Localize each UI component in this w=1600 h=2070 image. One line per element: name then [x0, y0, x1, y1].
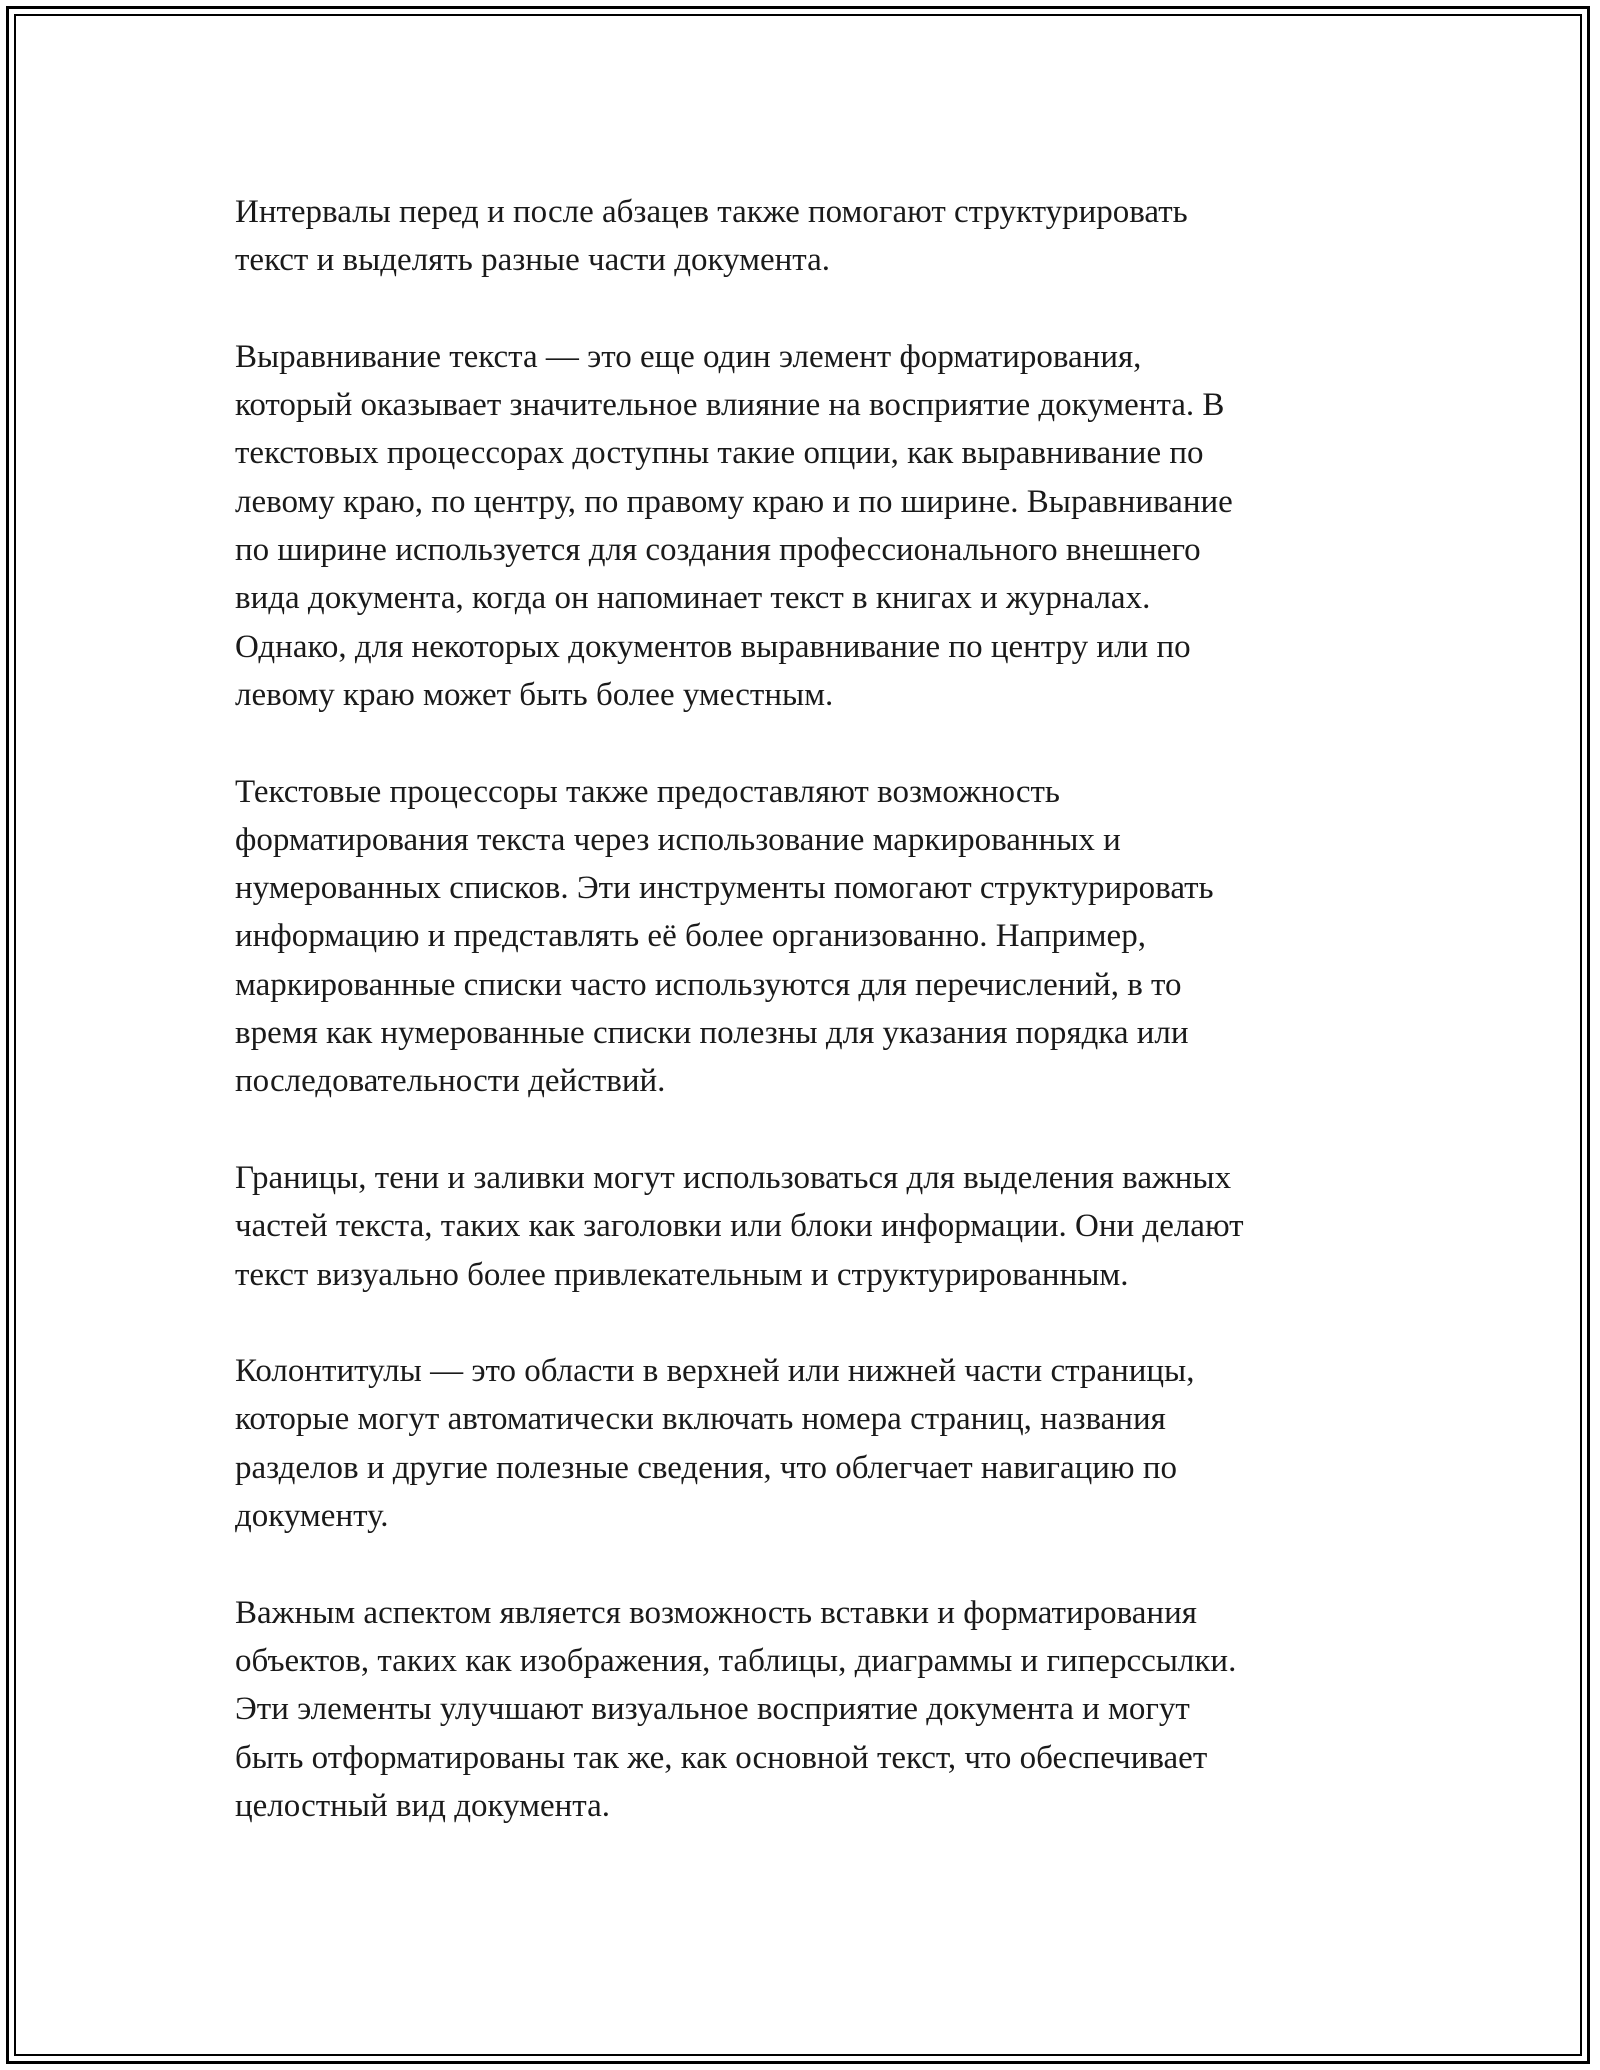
document-body: [235, 188, 1385, 1830]
paragraph-lists: Текстовые процессоры также предоставляют возможность форматирования текста через использование маркированных и нумерованных списков. Эти инструменты помогают структурировать информацию и представлять её более организованно. Например, маркированные списки часто используются для перечислений, в то время как нумерованные списки полезны для указания порядка или последовательности действий.: [235, 773, 1214, 1100]
paragraph-objects: Важным аспектом является возможность вставки и форматирования объектов, таких как изображения, таблицы, диаграммы и гиперссылки. Эти элементы улучшают визуальное восприятие документа и могут быть отформатированы так же, как основной текст, что обеспечивает целостный вид документа.: [235, 1594, 1237, 1824]
paragraph-headers-footers: Колонтитулы — это области в верхней или нижней части страницы, которые могут автоматически включать номера страниц, названия разделов и другие полезные сведения, что облегчает навигацию по документу.: [235, 1353, 1195, 1535]
paragraph-spacing: Интервалы перед и после абзацев также помогают структурировать текст и выделять разные части документа.: [235, 194, 1188, 279]
paragraph-alignment: Выравнивание текста — это еще один элемент форматирования, который оказывает значительное влияние на восприятие документа. В текстовых процессорах доступны такие опции, как выравнивание по левому краю, по центру, по правому краю и по ширине. Выравнивание по ширине используется для создания профессионального внешнего вида документа, когда он напоминает текст в книгах и журналах. Однако, для некоторых документов выравнивание по центру или по левому краю может быть более уместным.: [235, 338, 1233, 713]
paragraph-borders: Границы, тени и заливки могут использоваться для выделения важных частей текста, таких как заголовки или блоки информации. Они делают текст визуально более привлекательным и структурированным.: [235, 1159, 1244, 1293]
